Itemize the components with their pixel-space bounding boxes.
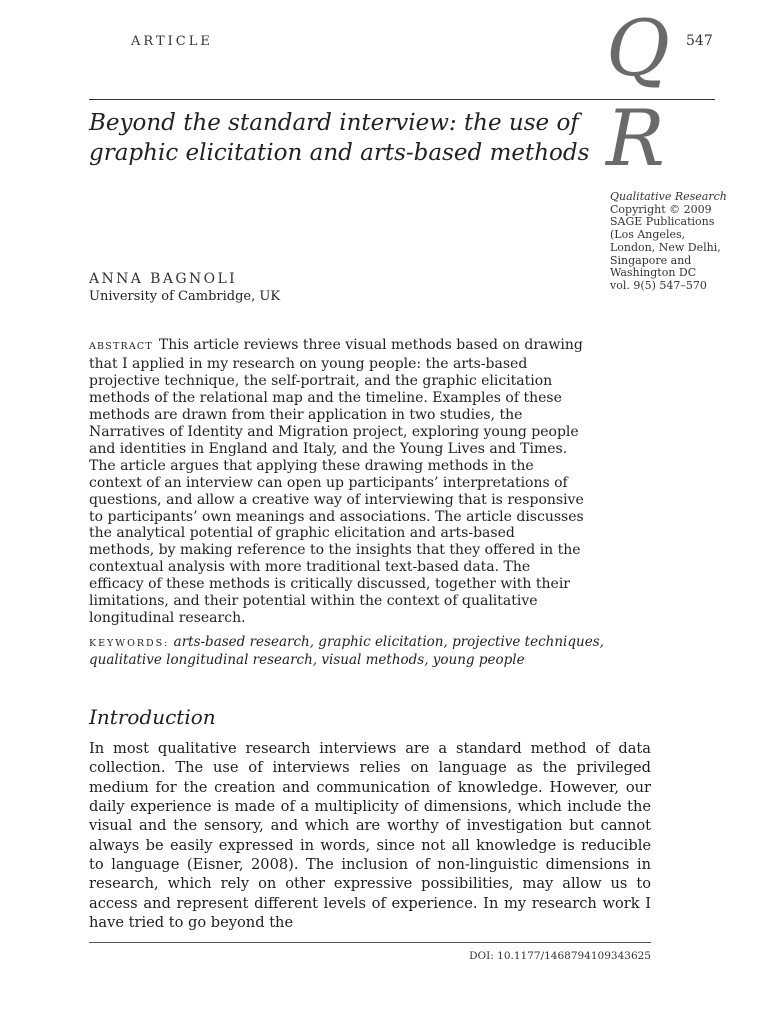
body-paragraph: In most qualitative research interviews are a standard method of data collection. The use of interviews relies on language as the privileged medium for the creation and communication of knowledge. However, our daily experience is made of a multiplicity of dimensions, which include the visual and the sensory, and which are worthy of investigation but cannot always be easily expressed in words, since not all knowledge is reducible to language (Eisner, 2008). The inclusion of non-linguistic dimensions in research, which rely on other expressive possibilities, may allow us to access and represent different levels of experience. In my research work I have tried to go beyond the (89, 740, 651, 932)
keywords-label: KEYWORDS: (89, 638, 170, 649)
journal-logo-r: R (606, 94, 665, 184)
page-number: 547 (686, 33, 713, 49)
abstract-label: ABSTRACT (89, 341, 153, 352)
journal-copyright: Copyright © 2009 (610, 202, 712, 216)
doi-text: DOI: 10.1177/1468794109343625 (469, 950, 651, 962)
keywords-text: arts-based research, graphic elicitation, projective techniques, qualitative longitudinal research, visual methods, young people (89, 634, 604, 668)
journal-location: London, New Delhi, (610, 240, 721, 254)
article-title: Beyond the standard interview: the use of graphic elicitation and arts-based methods (89, 110, 590, 166)
section-label: ARTICLE (131, 34, 213, 49)
journal-name: Qualitative Research (610, 190, 727, 203)
journal-volume: vol. 9(5) 547–570 (610, 278, 707, 292)
journal-location: Singapore and (610, 253, 692, 267)
author-affiliation: University of Cambridge, UK (89, 289, 281, 304)
journal-publisher: SAGE Publications (610, 215, 715, 229)
journal-location: (Los Angeles, (610, 228, 686, 242)
journal-location: Washington DC (610, 266, 697, 280)
abstract (89, 337, 584, 627)
journal-logo-q: Q (606, 4, 670, 94)
header-divider (89, 99, 715, 100)
journal-info (610, 191, 730, 293)
keywords (89, 634, 629, 669)
section-heading: Introduction (89, 705, 216, 729)
author-name: ANNA BAGNOLI (89, 271, 238, 287)
footer-divider (89, 942, 651, 943)
abstract-text: This article reviews three visual methods based on drawing that I applied in my research on young people: the arts-based projective technique, the self-portrait, and the graphic elicitation methods of the relational map and the timeline. Examples of these methods are drawn from their application in two studies, the Narratives of Identity and Migration project, exploring young people and identities in England and Italy, and the Young Lives and Times. The article argues that applying these drawing methods in the context of an interview can open up participants’ interpretations of questions, and allow a creative way of interviewing that is responsive to participants’ own meanings and associations. The article discusses the analytical potential of graphic elicitation and arts-based methods, by making reference to the insights that they offered in the contextual analysis with more traditional text-based data. The efficacy of these methods is critically discussed, together with their limitations, and their potential within the context of qualitative longitudinal research. (89, 337, 584, 627)
